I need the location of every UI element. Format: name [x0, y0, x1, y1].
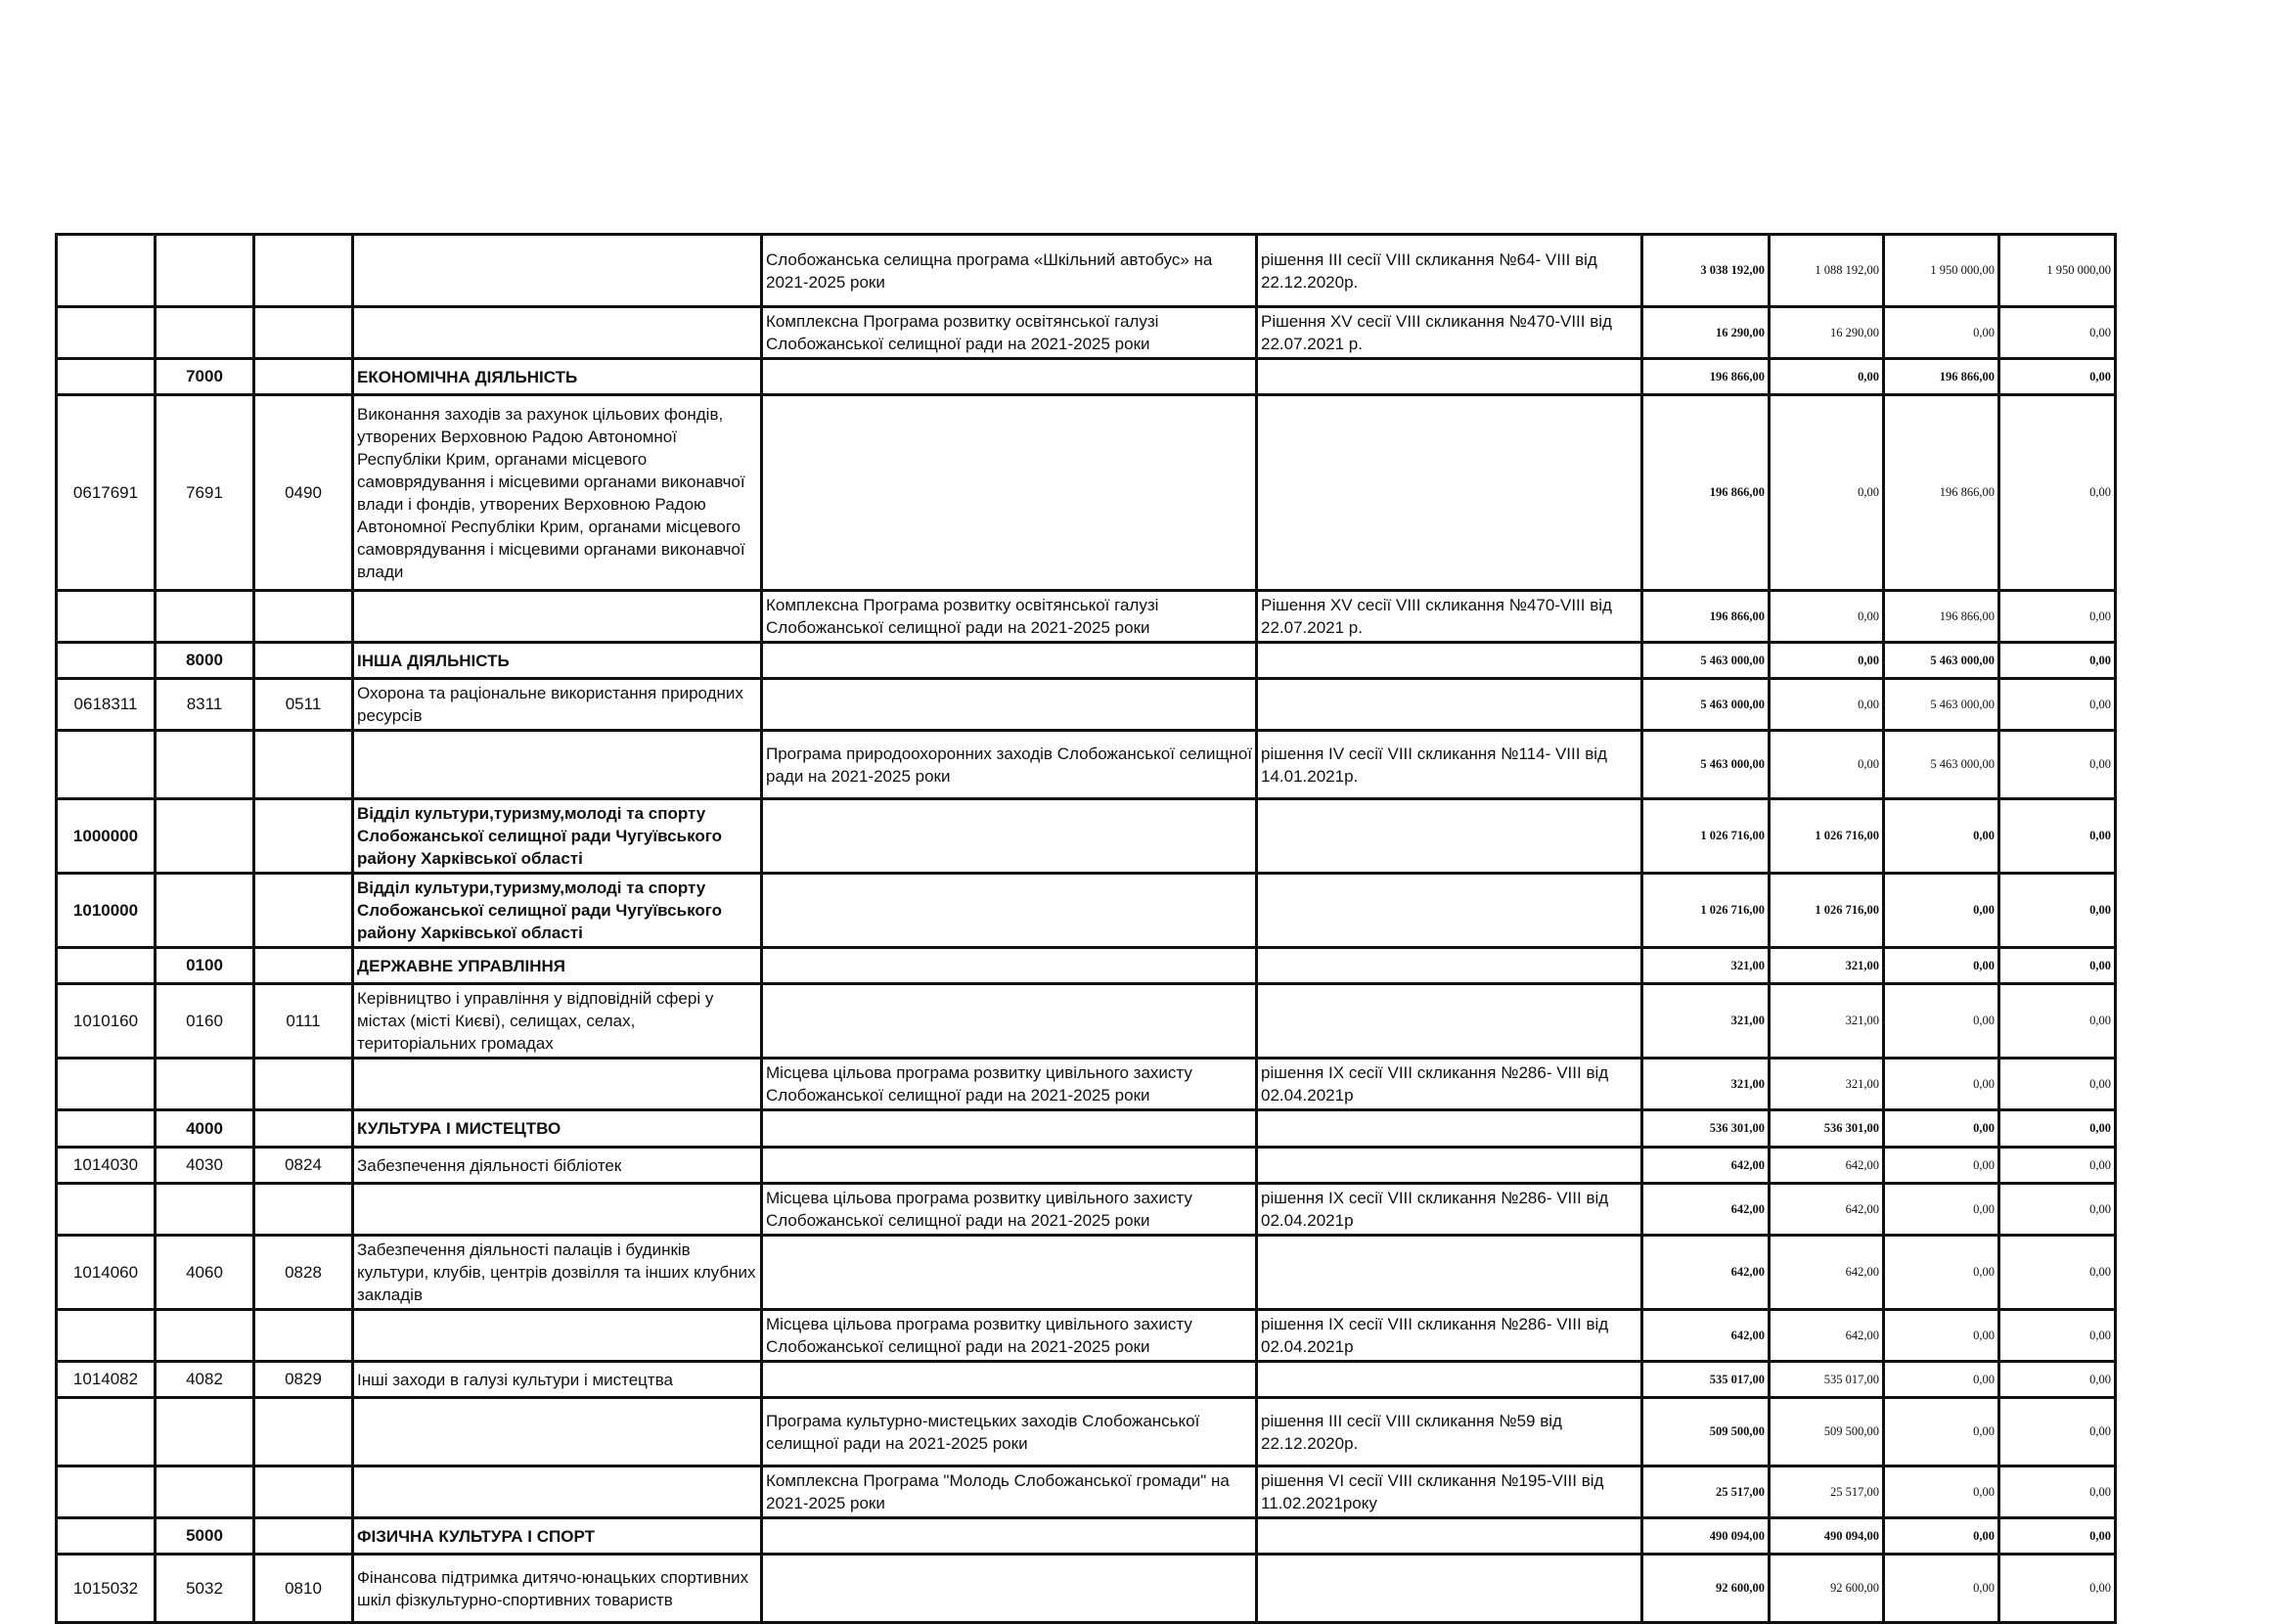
total-amount-cell: 1 026 716,00 [1642, 799, 1770, 874]
function-code-cell [254, 1398, 353, 1466]
special-fund-cell: 0,00 [1884, 1555, 1999, 1623]
program-code-cell [57, 1059, 156, 1110]
function-code-cell [254, 591, 353, 643]
budget-programs-table [55, 233, 2117, 1624]
program-code-cell [57, 731, 156, 799]
general-fund-cell: 1 026 716,00 [1770, 874, 1884, 948]
program-name-cell: Комплексна Програма розвитку освітянської галузі Слобожанської селищної ради на 2021-2025 роки [762, 307, 1257, 359]
function-code-cell: 0810 [254, 1555, 353, 1623]
table-row [57, 307, 2116, 359]
classification-code-cell [156, 307, 254, 359]
function-code-cell [254, 235, 353, 307]
table-row [57, 731, 2116, 799]
decision-cell [1257, 395, 1642, 591]
development-budget-cell: 0,00 [1999, 643, 2116, 679]
classification-code-cell [156, 1184, 254, 1236]
classification-code-cell: 8311 [156, 679, 254, 731]
table-row [57, 1398, 2116, 1466]
classification-code-cell [156, 1398, 254, 1466]
total-amount-cell: 321,00 [1642, 984, 1770, 1059]
classification-code-cell [156, 731, 254, 799]
function-code-cell [254, 1059, 353, 1110]
item-name-cell [353, 731, 762, 799]
classification-code-cell: 4082 [156, 1362, 254, 1398]
item-name-cell: Відділ культури,туризму,молоді та спорту Слобожанської селищної ради Чугуївського району Харківської області [353, 874, 762, 948]
decision-cell: рішення III сесії VIII скликання №64- VIII від 22.12.2020р. [1257, 235, 1642, 307]
item-name-cell [353, 1466, 762, 1518]
function-code-cell [254, 874, 353, 948]
total-amount-cell: 25 517,00 [1642, 1466, 1770, 1518]
item-name-cell [353, 307, 762, 359]
function-code-cell [254, 307, 353, 359]
decision-cell: рішення III сесії VIII скликання №59 від 22.12.2020р. [1257, 1398, 1642, 1466]
program-code-cell [57, 948, 156, 984]
special-fund-cell: 0,00 [1884, 1362, 1999, 1398]
classification-code-cell: 4030 [156, 1148, 254, 1184]
development-budget-cell: 0,00 [1999, 984, 2116, 1059]
function-code-cell [254, 731, 353, 799]
development-budget-cell: 0,00 [1999, 307, 2116, 359]
total-amount-cell: 490 094,00 [1642, 1518, 1770, 1555]
table-row [57, 1148, 2116, 1184]
program-code-cell: 0618311 [57, 679, 156, 731]
function-code-cell [254, 359, 353, 395]
development-budget-cell: 0,00 [1999, 591, 2116, 643]
program-name-cell [762, 1236, 1257, 1310]
special-fund-cell: 0,00 [1884, 1236, 1999, 1310]
general-fund-cell: 16 290,00 [1770, 307, 1884, 359]
function-code-cell [254, 799, 353, 874]
program-code-cell: 1010160 [57, 984, 156, 1059]
table-row [57, 874, 2116, 948]
program-code-cell [57, 591, 156, 643]
item-name-cell: Фінансова підтримка дитячо-юнацьких спортивних шкіл фізкультурно-спортивних товариств [353, 1555, 762, 1623]
classification-code-cell: 7691 [156, 395, 254, 591]
item-name-cell [353, 1310, 762, 1362]
item-name-cell [353, 1398, 762, 1466]
development-budget-cell: 0,00 [1999, 1236, 2116, 1310]
special-fund-cell: 1 950 000,00 [1884, 235, 1999, 307]
general-fund-cell: 642,00 [1770, 1184, 1884, 1236]
table-row [57, 1466, 2116, 1518]
classification-code-cell [156, 1059, 254, 1110]
table-row [57, 395, 2116, 591]
function-code-cell [254, 1184, 353, 1236]
decision-cell [1257, 1110, 1642, 1148]
item-name-cell [353, 1059, 762, 1110]
total-amount-cell: 196 866,00 [1642, 359, 1770, 395]
program-code-cell: 1010000 [57, 874, 156, 948]
special-fund-cell: 196 866,00 [1884, 591, 1999, 643]
program-code-cell: 1015032 [57, 1555, 156, 1623]
total-amount-cell: 196 866,00 [1642, 395, 1770, 591]
special-fund-cell: 0,00 [1884, 1466, 1999, 1518]
total-amount-cell: 92 600,00 [1642, 1555, 1770, 1623]
table-row [57, 1236, 2116, 1310]
table-row [57, 984, 2116, 1059]
item-name-cell [353, 1184, 762, 1236]
function-code-cell: 0824 [254, 1148, 353, 1184]
classification-code-cell [156, 235, 254, 307]
item-name-cell: Інші заходи в галузі культури і мистецтва [353, 1362, 762, 1398]
total-amount-cell: 5 463 000,00 [1642, 643, 1770, 679]
table-row [57, 1555, 2116, 1623]
program-code-cell [57, 1518, 156, 1555]
item-name-cell: ІНША ДІЯЛЬНІСТЬ [353, 643, 762, 679]
table-row [57, 235, 2116, 307]
classification-code-cell: 7000 [156, 359, 254, 395]
decision-cell [1257, 1362, 1642, 1398]
development-budget-cell: 0,00 [1999, 1148, 2116, 1184]
special-fund-cell: 0,00 [1884, 1110, 1999, 1148]
total-amount-cell: 535 017,00 [1642, 1362, 1770, 1398]
development-budget-cell: 1 950 000,00 [1999, 235, 2116, 307]
program-code-cell [57, 359, 156, 395]
decision-cell: рішення IX сесії VIII скликання №286- VIII від 02.04.2021р [1257, 1059, 1642, 1110]
development-budget-cell: 0,00 [1999, 679, 2116, 731]
special-fund-cell: 0,00 [1884, 1148, 1999, 1184]
program-name-cell [762, 679, 1257, 731]
decision-cell [1257, 643, 1642, 679]
program-code-cell: 1014082 [57, 1362, 156, 1398]
development-budget-cell: 0,00 [1999, 1110, 2116, 1148]
decision-cell: Рішення XV сесії VIII скликання №470-VIII від 22.07.2021 р. [1257, 307, 1642, 359]
special-fund-cell: 0,00 [1884, 1059, 1999, 1110]
general-fund-cell: 642,00 [1770, 1310, 1884, 1362]
classification-code-cell [156, 1310, 254, 1362]
total-amount-cell: 5 463 000,00 [1642, 731, 1770, 799]
general-fund-cell: 321,00 [1770, 948, 1884, 984]
general-fund-cell: 0,00 [1770, 643, 1884, 679]
general-fund-cell: 0,00 [1770, 591, 1884, 643]
item-name-cell: Відділ культури,туризму,молоді та спорту Слобожанської селищної ради Чугуївського району Харківської області [353, 799, 762, 874]
program-code-cell: 0617691 [57, 395, 156, 591]
program-name-cell: Комплексна Програма розвитку освітянської галузі Слобожанської селищної ради на 2021-2025 роки [762, 591, 1257, 643]
total-amount-cell: 642,00 [1642, 1236, 1770, 1310]
item-name-cell: КУЛЬТУРА І МИСТЕЦТВО [353, 1110, 762, 1148]
function-code-cell: 0829 [254, 1362, 353, 1398]
general-fund-cell: 509 500,00 [1770, 1398, 1884, 1466]
development-budget-cell: 0,00 [1999, 874, 2116, 948]
general-fund-cell: 0,00 [1770, 731, 1884, 799]
function-code-cell [254, 1310, 353, 1362]
item-name-cell: Виконання заходів за рахунок цільових фондів, утворених Верховною Радою Автономної Республіки Крим, органами місцевого самоврядування і місцевими органами виконавчої влади і фондів, утворених Верховною Радою Автономної Республіки Крим, органами місцевого самоврядування і місцевими органами виконавчої влади [353, 395, 762, 591]
program-name-cell [762, 395, 1257, 591]
program-name-cell [762, 359, 1257, 395]
program-name-cell [762, 1110, 1257, 1148]
general-fund-cell: 536 301,00 [1770, 1110, 1884, 1148]
item-name-cell: Забезпечення діяльності палаців і будинків культури, клубів, центрів дозвілля та інших клубних закладів [353, 1236, 762, 1310]
decision-cell [1257, 948, 1642, 984]
program-name-cell [762, 1148, 1257, 1184]
program-name-cell: Слобожанська селищна програма «Шкільний автобус» на 2021-2025 роки [762, 235, 1257, 307]
item-name-cell: Забезпечення діяльності бібліотек [353, 1148, 762, 1184]
development-budget-cell: 0,00 [1999, 1310, 2116, 1362]
program-name-cell [762, 1518, 1257, 1555]
special-fund-cell: 196 866,00 [1884, 359, 1999, 395]
item-name-cell [353, 591, 762, 643]
table-row [57, 948, 2116, 984]
item-name-cell: ЕКОНОМІЧНА ДІЯЛЬНІСТЬ [353, 359, 762, 395]
decision-cell: рішення VI сесії VIII скликання №195-VIII від 11.02.2021року [1257, 1466, 1642, 1518]
development-budget-cell: 0,00 [1999, 1518, 2116, 1555]
table-row [57, 1059, 2116, 1110]
function-code-cell: 0111 [254, 984, 353, 1059]
table-row [57, 679, 2116, 731]
decision-cell: рішення IX сесії VIII скликання №286- VIII від 02.04.2021р [1257, 1184, 1642, 1236]
program-code-cell [57, 1466, 156, 1518]
special-fund-cell: 0,00 [1884, 1310, 1999, 1362]
program-name-cell [762, 643, 1257, 679]
special-fund-cell: 0,00 [1884, 1184, 1999, 1236]
table-row [57, 1362, 2116, 1398]
special-fund-cell: 5 463 000,00 [1884, 643, 1999, 679]
decision-cell [1257, 1148, 1642, 1184]
development-budget-cell: 0,00 [1999, 948, 2116, 984]
table-row [57, 591, 2116, 643]
function-code-cell [254, 643, 353, 679]
program-code-cell [57, 1310, 156, 1362]
program-name-cell: Місцева цільова програма розвитку цивільного захисту Слобожанської селищної ради на 2021-2025 роки [762, 1059, 1257, 1110]
classification-code-cell: 5032 [156, 1555, 254, 1623]
program-name-cell [762, 1555, 1257, 1623]
classification-code-cell [156, 591, 254, 643]
program-code-cell: 1014060 [57, 1236, 156, 1310]
function-code-cell [254, 1518, 353, 1555]
function-code-cell [254, 1110, 353, 1148]
program-code-cell: 1000000 [57, 799, 156, 874]
special-fund-cell: 0,00 [1884, 1518, 1999, 1555]
decision-cell [1257, 1236, 1642, 1310]
special-fund-cell: 0,00 [1884, 799, 1999, 874]
decision-cell [1257, 359, 1642, 395]
special-fund-cell: 0,00 [1884, 307, 1999, 359]
special-fund-cell: 0,00 [1884, 874, 1999, 948]
classification-code-cell: 4000 [156, 1110, 254, 1148]
table-body [57, 235, 2116, 1623]
total-amount-cell: 196 866,00 [1642, 591, 1770, 643]
general-fund-cell: 490 094,00 [1770, 1518, 1884, 1555]
item-name-cell: Керівництво і управління у відповідній сфері у містах (місті Києві), селищах, селах, територіальних громадах [353, 984, 762, 1059]
total-amount-cell: 16 290,00 [1642, 307, 1770, 359]
general-fund-cell: 642,00 [1770, 1236, 1884, 1310]
development-budget-cell: 0,00 [1999, 1466, 2116, 1518]
decision-cell [1257, 679, 1642, 731]
development-budget-cell: 0,00 [1999, 1398, 2116, 1466]
general-fund-cell: 0,00 [1770, 679, 1884, 731]
special-fund-cell: 0,00 [1884, 984, 1999, 1059]
program-name-cell [762, 948, 1257, 984]
general-fund-cell: 92 600,00 [1770, 1555, 1884, 1623]
classification-code-cell [156, 874, 254, 948]
development-budget-cell: 0,00 [1999, 1555, 2116, 1623]
classification-code-cell [156, 1466, 254, 1518]
table-row [57, 643, 2116, 679]
table-row [57, 359, 2116, 395]
classification-code-cell: 4060 [156, 1236, 254, 1310]
table-row [57, 1184, 2116, 1236]
decision-cell [1257, 984, 1642, 1059]
decision-cell [1257, 1555, 1642, 1623]
decision-cell: рішення IX сесії VIII скликання №286- VIII від 02.04.2021р [1257, 1310, 1642, 1362]
special-fund-cell: 0,00 [1884, 948, 1999, 984]
classification-code-cell: 8000 [156, 643, 254, 679]
program-name-cell: Місцева цільова програма розвитку цивільного захисту Слобожанської селищної ради на 2021-2025 роки [762, 1184, 1257, 1236]
total-amount-cell: 642,00 [1642, 1310, 1770, 1362]
total-amount-cell: 1 026 716,00 [1642, 874, 1770, 948]
program-name-cell [762, 984, 1257, 1059]
function-code-cell: 0511 [254, 679, 353, 731]
program-code-cell [57, 1184, 156, 1236]
development-budget-cell: 0,00 [1999, 1184, 2116, 1236]
total-amount-cell: 321,00 [1642, 948, 1770, 984]
general-fund-cell: 1 026 716,00 [1770, 799, 1884, 874]
general-fund-cell: 642,00 [1770, 1148, 1884, 1184]
classification-code-cell [156, 799, 254, 874]
program-name-cell: Комплексна Програма "Молодь Слобожанської громади" на 2021-2025 роки [762, 1466, 1257, 1518]
general-fund-cell: 535 017,00 [1770, 1362, 1884, 1398]
special-fund-cell: 5 463 000,00 [1884, 679, 1999, 731]
classification-code-cell: 0100 [156, 948, 254, 984]
program-code-cell [57, 307, 156, 359]
development-budget-cell: 0,00 [1999, 799, 2116, 874]
program-code-cell [57, 1398, 156, 1466]
special-fund-cell: 0,00 [1884, 1398, 1999, 1466]
total-amount-cell: 642,00 [1642, 1148, 1770, 1184]
total-amount-cell: 3 038 192,00 [1642, 235, 1770, 307]
program-code-cell [57, 1110, 156, 1148]
table-row [57, 1518, 2116, 1555]
total-amount-cell: 509 500,00 [1642, 1398, 1770, 1466]
program-code-cell [57, 643, 156, 679]
development-budget-cell: 0,00 [1999, 1362, 2116, 1398]
decision-cell [1257, 799, 1642, 874]
program-name-cell: Програма природоохоронних заходів Слобожанської селищної ради на 2021-2025 роки [762, 731, 1257, 799]
function-code-cell [254, 1466, 353, 1518]
general-fund-cell: 25 517,00 [1770, 1466, 1884, 1518]
special-fund-cell: 196 866,00 [1884, 395, 1999, 591]
table-row [57, 799, 2116, 874]
total-amount-cell: 642,00 [1642, 1184, 1770, 1236]
decision-cell: рішення IV сесії VIII скликання №114- VIII від 14.01.2021р. [1257, 731, 1642, 799]
program-code-cell: 1014030 [57, 1148, 156, 1184]
table-row [57, 1110, 2116, 1148]
total-amount-cell: 321,00 [1642, 1059, 1770, 1110]
function-code-cell: 0828 [254, 1236, 353, 1310]
item-name-cell: ФІЗИЧНА КУЛЬТУРА І СПОРТ [353, 1518, 762, 1555]
classification-code-cell: 0160 [156, 984, 254, 1059]
item-name-cell [353, 235, 762, 307]
general-fund-cell: 321,00 [1770, 984, 1884, 1059]
program-name-cell: Програма культурно-мистецьких заходів Слобожанської селищної ради на 2021-2025 роки [762, 1398, 1257, 1466]
development-budget-cell: 0,00 [1999, 395, 2116, 591]
total-amount-cell: 5 463 000,00 [1642, 679, 1770, 731]
program-name-cell [762, 874, 1257, 948]
decision-cell [1257, 1518, 1642, 1555]
classification-code-cell: 5000 [156, 1518, 254, 1555]
development-budget-cell: 0,00 [1999, 1059, 2116, 1110]
program-name-cell: Місцева цільова програма розвитку цивільного захисту Слобожанської селищної ради на 2021-2025 роки [762, 1310, 1257, 1362]
special-fund-cell: 5 463 000,00 [1884, 731, 1999, 799]
general-fund-cell: 1 088 192,00 [1770, 235, 1884, 307]
program-name-cell [762, 799, 1257, 874]
development-budget-cell: 0,00 [1999, 359, 2116, 395]
program-code-cell [57, 235, 156, 307]
general-fund-cell: 321,00 [1770, 1059, 1884, 1110]
development-budget-cell: 0,00 [1999, 731, 2116, 799]
general-fund-cell: 0,00 [1770, 359, 1884, 395]
general-fund-cell: 0,00 [1770, 395, 1884, 591]
item-name-cell: Охорона та раціональне використання природних ресурсів [353, 679, 762, 731]
table-row [57, 1310, 2116, 1362]
total-amount-cell: 536 301,00 [1642, 1110, 1770, 1148]
decision-cell [1257, 874, 1642, 948]
program-name-cell [762, 1362, 1257, 1398]
function-code-cell: 0490 [254, 395, 353, 591]
function-code-cell [254, 948, 353, 984]
decision-cell: Рішення XV сесії VIII скликання №470-VIII від 22.07.2021 р. [1257, 591, 1642, 643]
item-name-cell: ДЕРЖАВНЕ УПРАВЛІННЯ [353, 948, 762, 984]
